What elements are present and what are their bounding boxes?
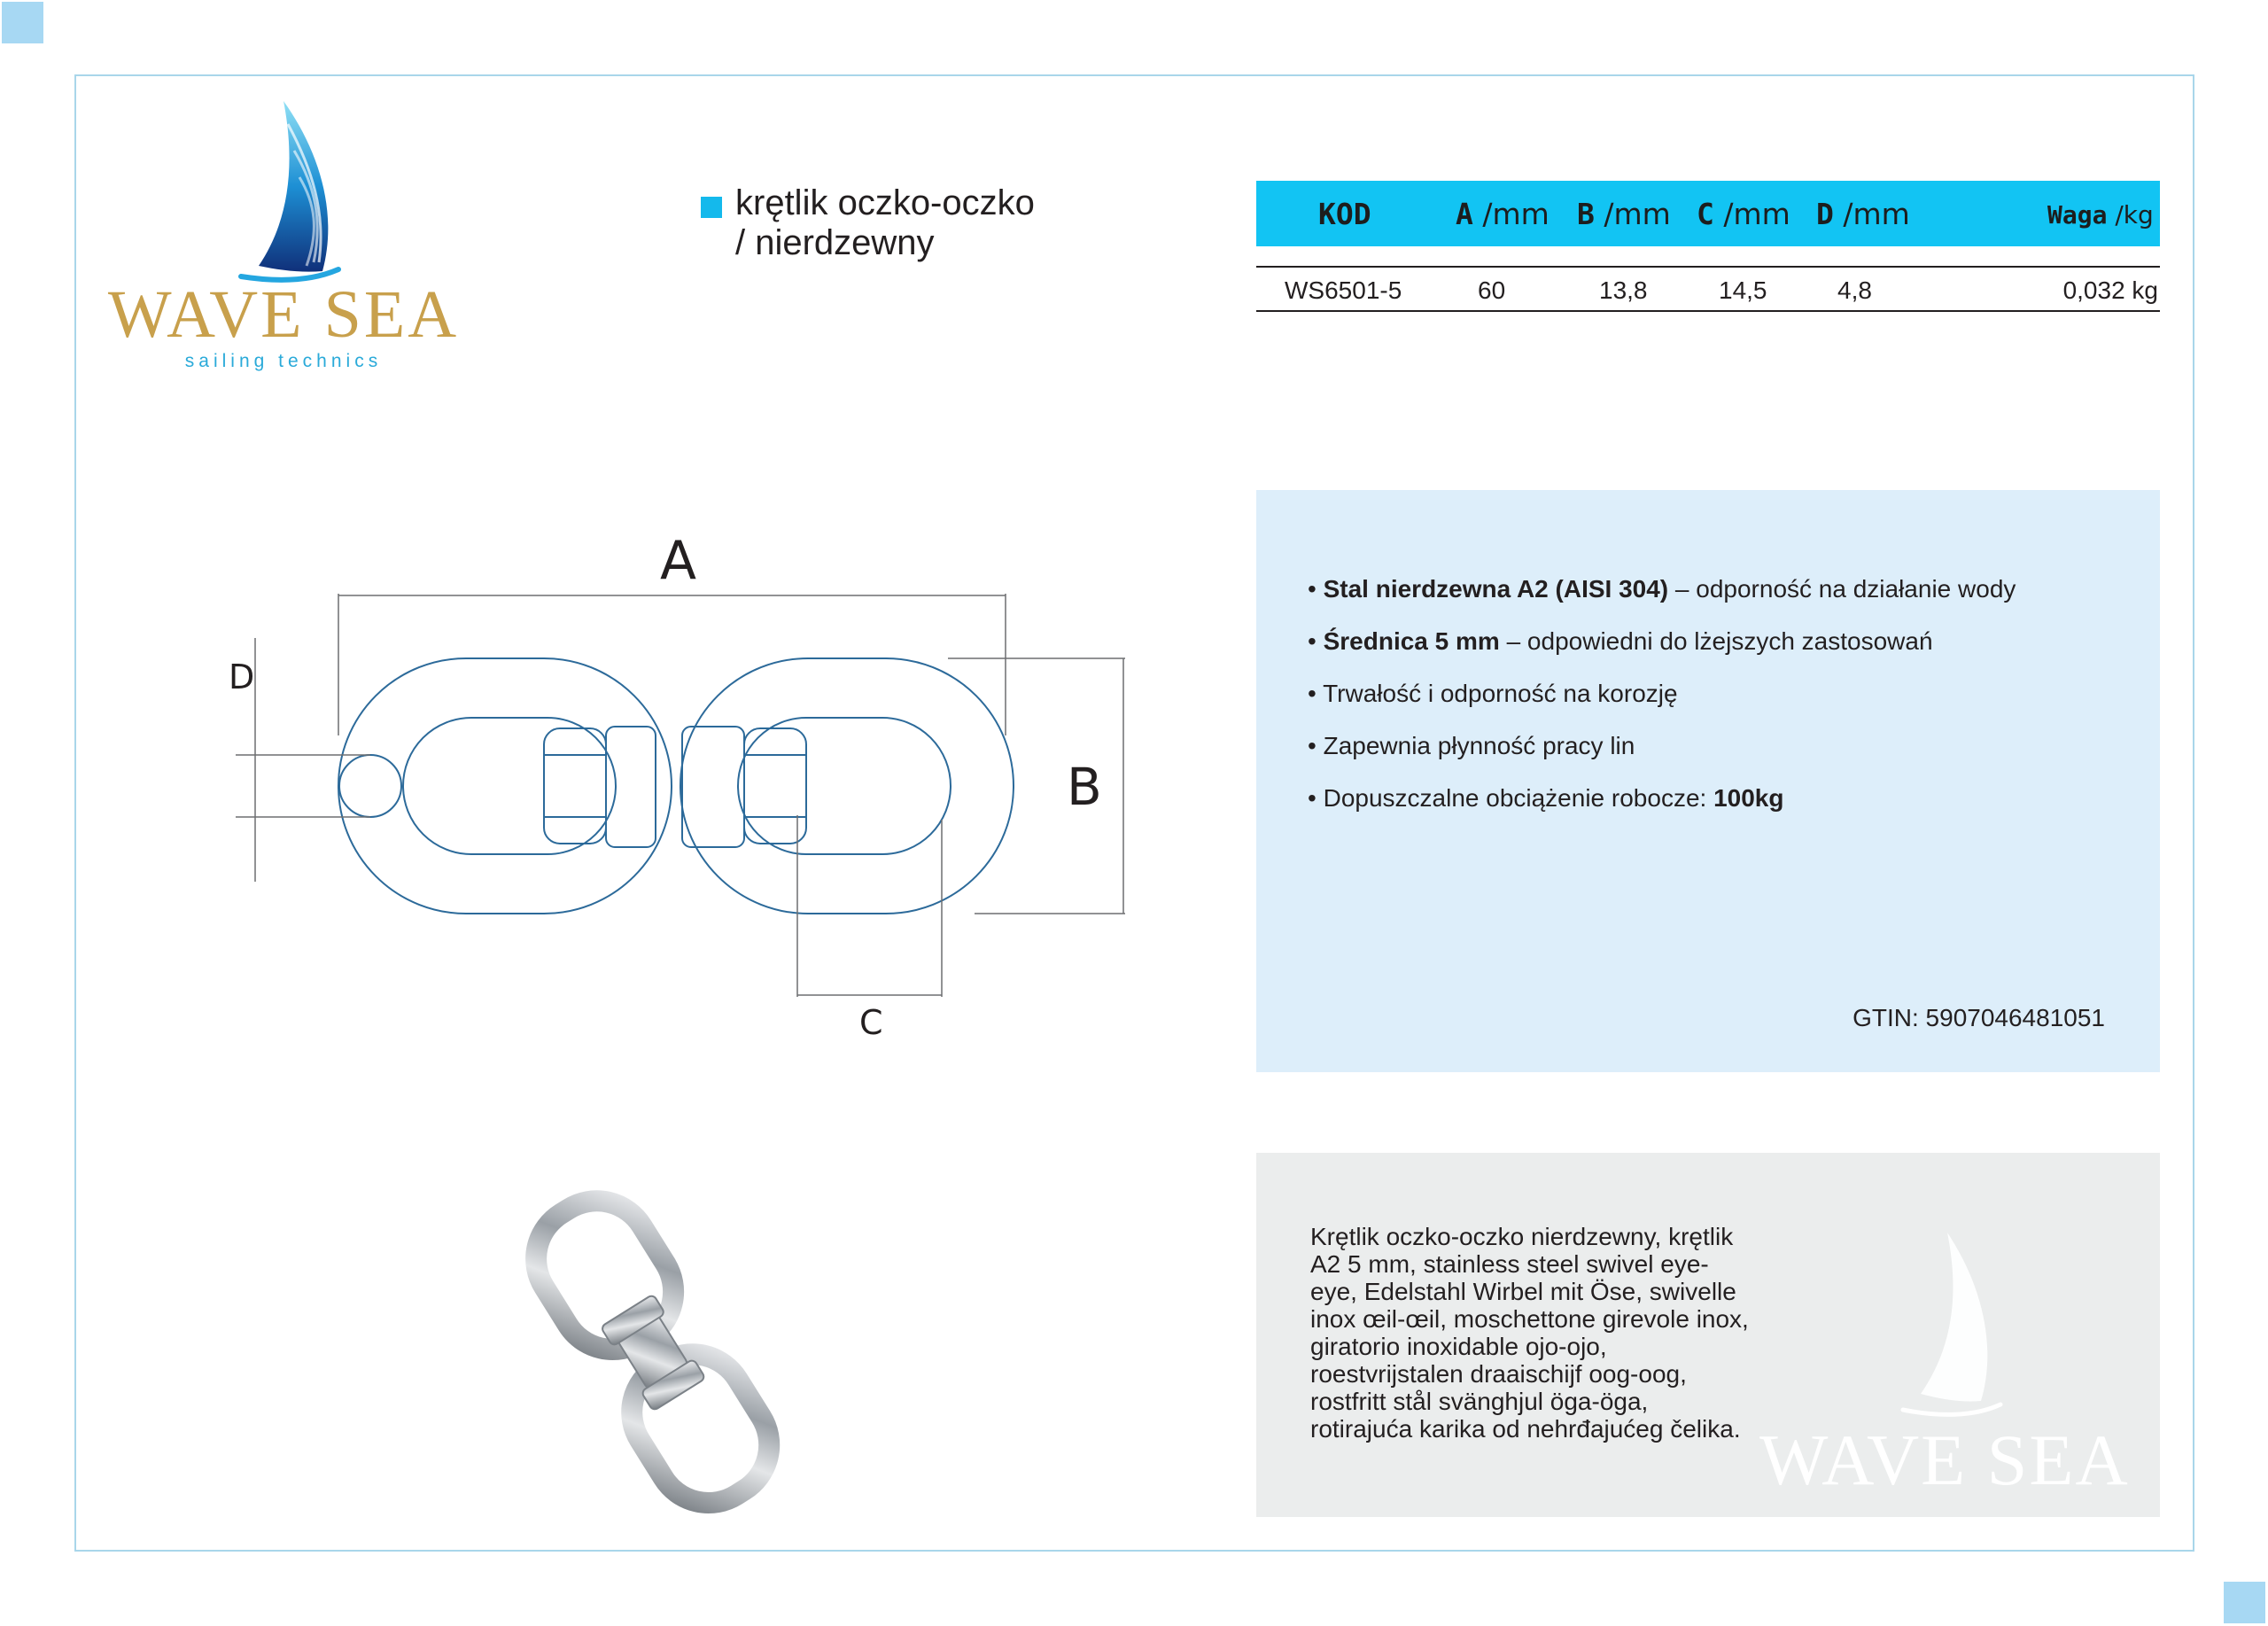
description-line: rotirajuća karika od nehrđajućeg čelika. xyxy=(1310,1415,1741,1443)
description-line: roestvrijstalen draaischijf oog-oog, xyxy=(1310,1360,1687,1388)
dimension-label-c: C xyxy=(859,1003,883,1042)
feature-item: • Trwałość i odporność na korozję xyxy=(1308,680,1678,707)
feature-item: • Średnica 5 mm – odpowiedni do lżejszych zastosowań xyxy=(1308,627,1933,655)
description-panel xyxy=(1256,1153,2160,1517)
corner-square-top-left xyxy=(2,2,43,43)
header-b: B /mm xyxy=(1577,197,1671,231)
dimension-label-d: D xyxy=(229,657,255,696)
sail-logo-icon xyxy=(106,89,461,292)
gtin-code: GTIN: 5907046481051 xyxy=(1852,1004,2105,1031)
description-line: Krętlik oczko-oczko nierdzewny, krętlik xyxy=(1310,1223,1734,1250)
feature-item: • Zapewnia płynność pracy lin xyxy=(1308,732,1635,759)
header-a: A /mm xyxy=(1456,197,1550,231)
description-line: rostfritt stål svänghjul öga-öga, xyxy=(1310,1388,1649,1415)
spec-table-header xyxy=(1256,181,2160,246)
cell-c: 14,5 xyxy=(1719,276,1767,304)
swivel-photo-image xyxy=(439,1155,845,1515)
technical-drawing xyxy=(213,523,1152,1054)
cell-d: 4,8 xyxy=(1837,276,1872,304)
spec-table xyxy=(1256,181,2160,312)
description-line: inox œil-œil, moschettone girevole inox, xyxy=(1310,1305,1749,1333)
cell-a: 60 xyxy=(1478,276,1506,304)
logo xyxy=(106,89,461,381)
header-kod: KOD xyxy=(1318,197,1371,231)
product-photo xyxy=(439,1155,845,1515)
dimension-label-a: A xyxy=(660,530,697,592)
dimension-label-b: B xyxy=(1067,757,1102,817)
header-c: C /mm xyxy=(1697,197,1790,231)
product-title-line2: / nierdzewny xyxy=(735,223,935,262)
features-panel xyxy=(1256,490,2160,1072)
feature-item: • Dopuszczalne obciążenie robocze: 100kg xyxy=(1308,784,1784,812)
cell-kod: WS6501-5 xyxy=(1285,276,1402,304)
header-d: D /mm xyxy=(1816,197,1910,231)
watermark-brand: WAVE SEA xyxy=(1759,1420,2130,1500)
product-title-line1: krętlik oczko-oczko xyxy=(735,183,1035,222)
spec-table-row xyxy=(1256,266,2160,312)
feature-item: • Stal nierdzewna A2 (AISI 304) – odporność na działanie wody xyxy=(1308,575,2016,603)
watermark-sail-icon xyxy=(1876,1224,2054,1436)
brand-tagline: sailing technics xyxy=(184,351,383,371)
description-line: eye, Edelstahl Wirbel mit Öse, swivelle xyxy=(1310,1278,1736,1305)
cell-b: 13,8 xyxy=(1599,276,1648,304)
brand-name: WAVE SEA xyxy=(107,277,460,352)
cell-waga: 0,032 kg xyxy=(2062,276,2158,304)
title-bullet-square xyxy=(701,197,722,218)
swivel-drawing xyxy=(213,523,1152,1054)
corner-square-bottom-right xyxy=(2224,1582,2265,1623)
description-line: giratorio inoxidable ojo-ojo, xyxy=(1310,1333,1607,1360)
header-waga: Waga /kg xyxy=(2047,200,2154,230)
description-line: A2 5 mm, stainless steel swivel eye- xyxy=(1310,1250,1709,1278)
